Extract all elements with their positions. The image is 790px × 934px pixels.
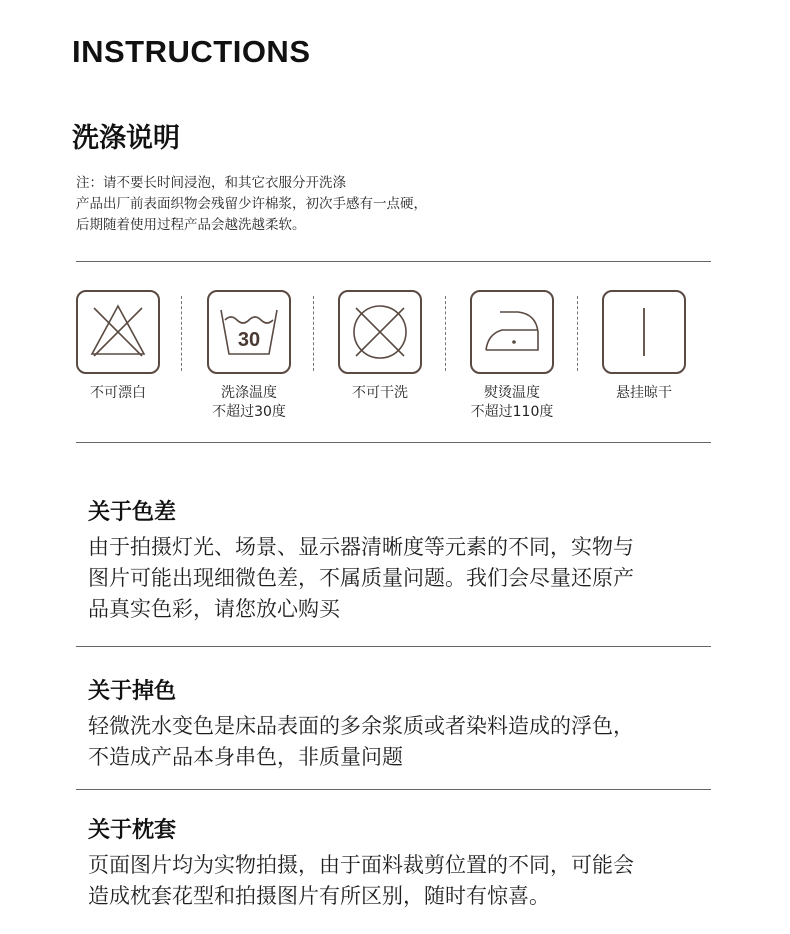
- body-line: 由于拍摄灯光、场景、显示器清晰度等元素的不同，实物与: [88, 535, 634, 559]
- line-dry-icon: [602, 290, 686, 374]
- care-note-line: 注：请不要长时间浸泡，和其它衣服分开洗涤: [76, 175, 346, 191]
- divider: [76, 646, 711, 647]
- divider-dashed: [181, 296, 182, 371]
- divider: [76, 442, 711, 443]
- wash-30-icon: [207, 290, 291, 374]
- care-item-iron-low: [452, 290, 572, 422]
- care-item-line-dry: [584, 290, 704, 403]
- section-title-fading: 关于掉色: [88, 679, 177, 704]
- section-title-color-diff: 关于色差: [88, 500, 177, 525]
- care-icon-row: [76, 290, 711, 430]
- body-line: 不造成产品本身串色，非质量问题: [88, 745, 403, 769]
- section-body-pillowcase: [88, 850, 728, 912]
- care-label-sub: 不超过30度: [212, 404, 286, 420]
- section-body-color-diff: [88, 532, 728, 625]
- care-note-line: 后期随着使用过程产品会越洗越柔软。: [76, 217, 306, 233]
- no-bleach-icon: [76, 290, 160, 374]
- section-body-fading: [88, 711, 728, 773]
- care-label: 不可干洗: [352, 385, 408, 401]
- care-label: 洗涤温度: [221, 385, 277, 401]
- body-line: 造成枕套花型和拍摄图片有所区别，随时有惊喜。: [88, 884, 550, 908]
- care-label: 悬挂晾干: [616, 385, 672, 401]
- care-item-wash-30: [189, 290, 309, 422]
- care-note-line: 产品出厂前表面织物会残留少许棉浆，初次手感有一点硬，: [76, 196, 427, 212]
- care-item-no-dry-clean: [320, 290, 440, 403]
- divider-dashed: [313, 296, 314, 371]
- wash-temp-text: 30: [237, 329, 261, 351]
- no-dry-clean-icon: [338, 290, 422, 374]
- care-label: 不可漂白: [90, 385, 146, 401]
- iron-low-icon: [470, 290, 554, 374]
- care-label: 熨烫温度: [484, 385, 540, 401]
- divider-dashed: [445, 296, 446, 371]
- care-label-sub: 不超过110度: [470, 404, 554, 420]
- care-item-no-bleach: [58, 290, 178, 403]
- body-line: 页面图片均为实物拍摄，由于面料裁剪位置的不同，可能会: [88, 853, 634, 877]
- care-notes: [76, 173, 427, 236]
- divider: [76, 789, 711, 790]
- page-zh-title: 洗涤说明: [72, 123, 180, 154]
- divider: [76, 261, 711, 262]
- body-line: 图片可能出现细微色差，不属质量问题。我们会尽量还原产: [88, 566, 634, 590]
- page-en-title: INSTRUCTIONS: [72, 34, 311, 69]
- divider-dashed: [577, 296, 578, 371]
- body-line: 品真实色彩，请您放心购买: [88, 597, 340, 621]
- section-title-pillowcase: 关于枕套: [88, 818, 177, 843]
- body-line: 轻微洗水变色是床品表面的多余浆质或者染料造成的浮色，: [88, 714, 634, 738]
